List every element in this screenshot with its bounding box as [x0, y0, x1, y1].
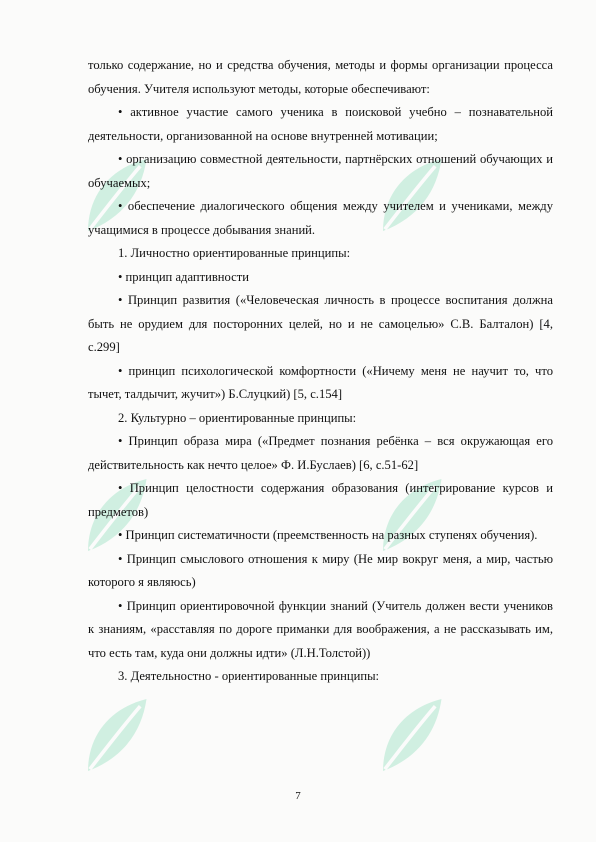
document-body — [88, 54, 553, 689]
bullet-paragraph: • принцип психологической комфортности («Ничему меня не научит то, что тычет, талдычит, жучит») Б.Слуцкий) [5, с.154] — [88, 363, 553, 401]
bullet-paragraph: • Принцип систематичности (преемственность на разных ступенях обучения). — [118, 528, 538, 542]
bullet-paragraph: • Принцип целостности содержания образования (интегрирование курсов и предметов) — [88, 481, 553, 519]
section-heading: 3. Деятельностно - ориентированные принципы: — [118, 669, 380, 683]
bullet-paragraph: • Принцип ориентировочной функции знаний (Учитель должен вести учеников к знаниям, «расставляя по дороге приманки для воображения, а не рассказывать им, что есть там, куда они должны идти» (Л.Н.Толстой)) — [88, 598, 553, 660]
leaf-watermark-icon — [70, 690, 160, 780]
bullet-paragraph: • Принцип смыслового отношения к миру (Не мир вокруг меня, а мир, частью которого я являюсь) — [88, 551, 553, 589]
bullet-paragraph: • Принцип развития («Человеческая личность в процессе воспитания должна быть не орудием для посторонних целей, но и не самоцелью» С.В. Балталон) [4, с.299] — [88, 293, 553, 354]
page-number: 7 — [295, 790, 301, 802]
bullet-paragraph: • активное участие самого ученика в поисковой учебно – познавательной деятельности, организованной на основе внутренней мотивации; — [88, 105, 553, 143]
section-heading: 1. Личностно ориентированные принципы: — [118, 246, 351, 260]
section-heading: 2. Культурно – ориентированные принципы: — [118, 410, 357, 425]
leaf-watermark-icon — [365, 690, 455, 780]
bullet-paragraph: • организацию совместной деятельности, партнёрских отношений обучающих и обучаемых; — [88, 152, 553, 190]
bullet-paragraph: • принцип адаптивности — [118, 269, 249, 284]
bullet-paragraph: • обеспечение диалогического общения между учителем и учениками, между учащимися в процессе добывания знаний. — [88, 199, 553, 237]
paragraph: только содержание, но и средства обучения, методы и формы организации процесса обучения. Учителя используют методы, которые обеспечивают: — [88, 58, 553, 96]
bullet-paragraph: • Принцип образа мира («Предмет познания ребёнка – вся окружающая его действительность как нечто целое» Ф. И.Буслаев) [6, с.51-62] — [88, 434, 553, 472]
